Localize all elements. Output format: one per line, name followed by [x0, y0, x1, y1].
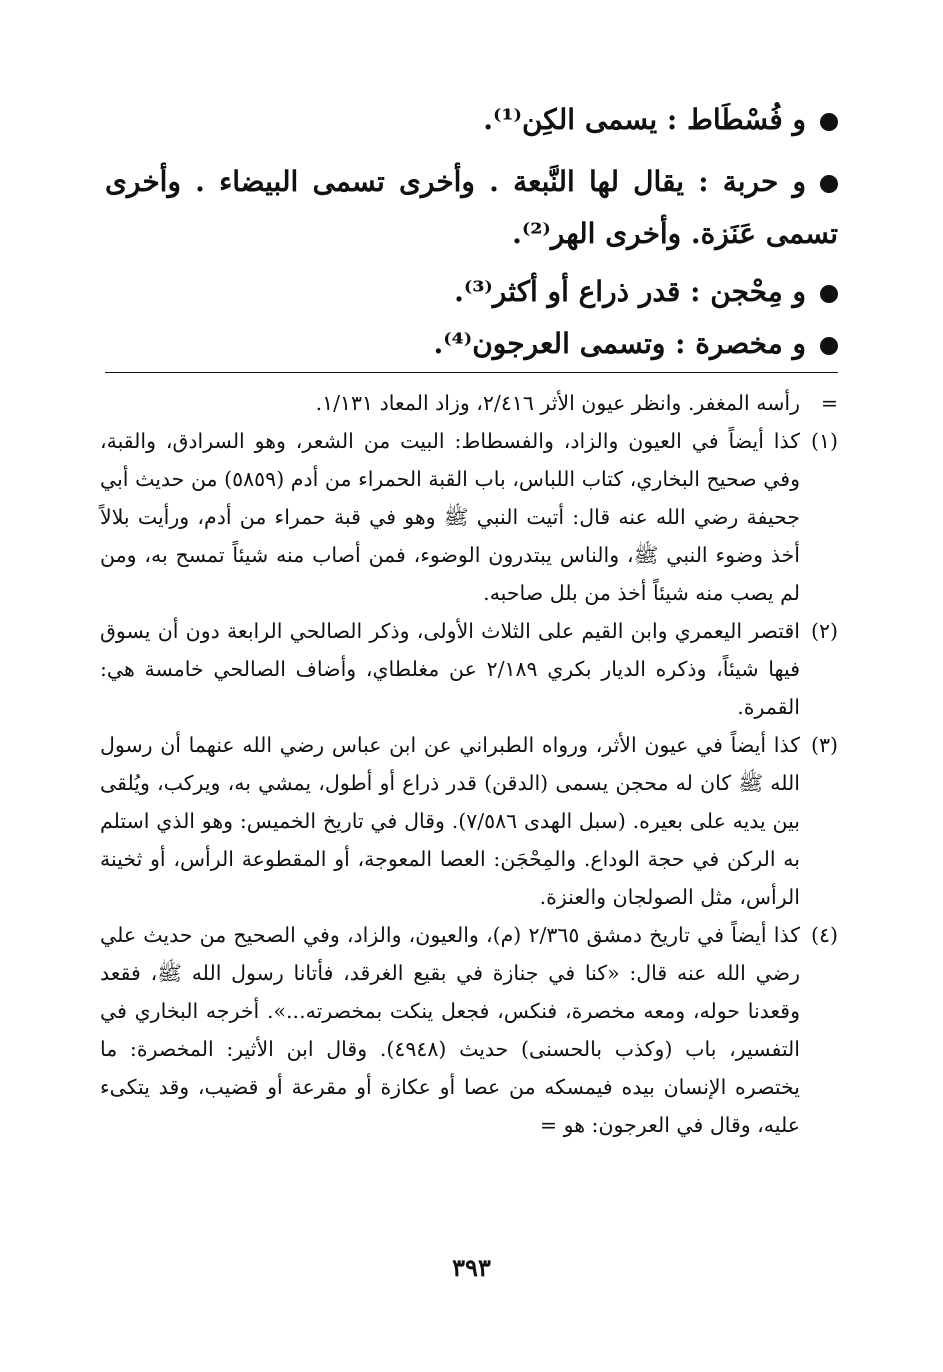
footnote-text: اقتصر اليعمري وابن القيم على الثلاث الأولى، وذكر الصالحي الرابعة دون أن يسوق فيها شيئاً، وذكره الديار بكري ٢/١٨٩ عن مغلطاي، وأضاف الصالحي خامسة هي: القمرة.: [100, 619, 800, 719]
footnote-number: (٣): [810, 733, 838, 757]
footnote-text: كذا أيضاً في عيون الأثر، ورواه الطبراني عن ابن عباس رضي الله عنهما أن رسول الله ﷺ كان له محجن يسمى (الدقن) قدر ذراع أو أطول، يمشي به، ويركب، ويُلقى بين يديه على بعيره. (سبل الهدى ٧/٥٨٦). وقال في تاريخ الخميس: وهو الذي استلم به الركن في حجة الوداع. والمِحْجَن: العصا المعوجة، أو المقطوعة الرأس، أو ثخينة الرأس، مثل الصولجان والعنزة.: [100, 733, 801, 909]
footnote-item: [100, 726, 838, 916]
footnote-text: رأسه المغفر. وانظر عيون الأثر ٢/٤١٦، وزاد المعاد ١/١٣١.: [315, 391, 800, 415]
footnote-item: [100, 612, 838, 726]
bullet-item: [105, 324, 838, 364]
bullet-icon: [820, 285, 838, 303]
footnote-text: كذا أيضاً في تاريخ دمشق ٢/٣٦٥ (م)، والعيون، والزاد، وفي الصحيح من حديث علي رضي الله عنه قال: «كنا في جنازة في بقيع الغرقد، فأتانا رسول الله ﷺ، فقعد وقعدنا حوله، ومعه مخصرة، فنكس، فجعل ينكت بمخصرته...». أخرجه البخاري في التفسير، باب (وكذب بالحسنى) حديث (٤٩٤٨). وقال ابن الأثير: المخصرة: ما يختصره الإنسان بيده فيمسكه من عصا أو عكازة أو مقرعة أو قضيب، وقد يتكىء عليه، وقال في العرجون: هو =: [100, 923, 800, 1137]
bullet-icon: [820, 175, 838, 193]
bullet-text: و مخصرة : وتسمى العرجون⁽⁴⁾.: [433, 327, 806, 360]
footnote-marker: =: [820, 391, 838, 415]
bullet-item: [105, 100, 838, 140]
footnotes: [100, 384, 838, 1144]
bullet-item: [105, 272, 838, 312]
bullet-text: و فُسْطَاط : يسمى الكِن⁽¹⁾.: [483, 103, 806, 136]
page-number: ٣٩٣: [452, 1253, 491, 1282]
footnote-continuation: [100, 384, 838, 422]
footnote-item: [100, 422, 838, 612]
footnote-number: (٢): [810, 619, 838, 643]
bullet-text: و حربة : يقال لها النَّبعة . وأخرى تسمى البيضاء . وأخرى تسمى عَنَزة. وأخرى الهر⁽²⁾.: [105, 165, 838, 250]
bullet-icon: [820, 113, 838, 131]
footnote-item: [100, 916, 838, 1144]
footnote-number: (٤): [810, 923, 838, 947]
footnote-text: كذا أيضاً في العيون والزاد، والفسطاط: البيت من الشعر، وهو السرادق، والقبة، وفي صحيح البخاري، كتاب اللباس، باب القبة الحمراء من أدم (٥٨٥٩) من حديث أبي جحيفة رضي الله عنه قال: أتيت النبي ﷺ وهو في قبة حمراء من أدم، ورأيت بلالاً أخذ وضوء النبي ﷺ، والناس يبتدرون الوضوء، فمن أصاب منه شيئاً تمسح به، ومن لم يصب منه شيئاً أخذ من بلل صاحبه.: [100, 429, 800, 605]
footnote-number: (١): [810, 429, 838, 453]
bullet-icon: [820, 337, 838, 355]
bullet-text: و مِحْجن : قدر ذراع أو أكثر⁽³⁾.: [454, 275, 806, 308]
main-text: [105, 100, 838, 364]
bullet-item: [105, 156, 838, 260]
footnote-separator: [105, 372, 838, 373]
